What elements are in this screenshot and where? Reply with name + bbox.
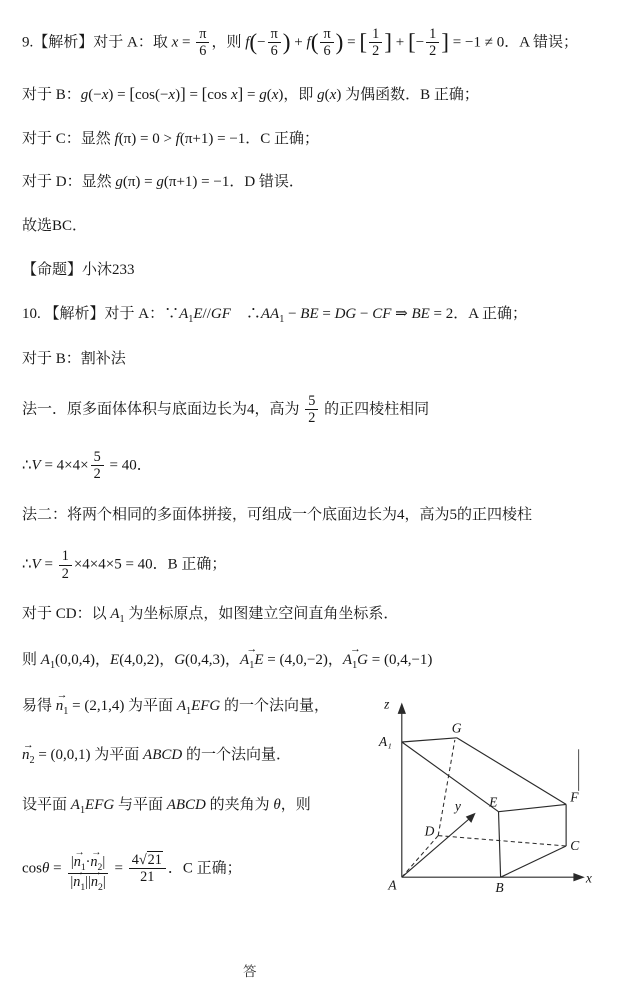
- solution-line-10-m1: 法一．原多面体体积与底面边长为4，高为 $\frac{5}{2}$ 的正四棱柱相同: [22, 393, 430, 427]
- solution-line-9-ans: 故选BC．: [22, 218, 88, 234]
- figure-3d-solid: [361, 690, 609, 898]
- solution-line-9-d: 对于 D：显然 g(π) = g(π+1) = −1．D 错误．: [22, 174, 304, 191]
- solution-line-10-n1: 易得 → $n_1 = (2,1,4)$ 为平面 $A_1EFG$ 的一个法向量，: [22, 696, 361, 720]
- vertex-label-g: G: [451, 720, 462, 736]
- page-footer-partial-char: 答: [243, 964, 257, 980]
- axis-label-z: z: [384, 696, 390, 712]
- vertex-label-d: D: [424, 823, 435, 839]
- solution-line-10-angle: 设平面 $A_1EFG$ 与平面 ABCD 的夹角为 θ，则: [22, 797, 311, 817]
- vertex-label-a: A: [388, 877, 397, 893]
- solution-line-10-cos: cosθ = $\frac{|\to n_1\cdot\to n_2|}{|\to n_1||\to n_2|}$ = $\frac{4√21}{21}$ ．C 正确；: [22, 845, 361, 893]
- solution-line-9-a: 9.【解析】对于 A：取 x = $\frac{\pi}{6}$ ，则 f(− $\frac{\pi}{6}$ ) + f( $\frac{\pi}{6}$ ) = [ $\frac{1}{2}$ ] + [− $\frac{1}{2}$ ] = −1 ≠ 0．A 错误；: [22, 26, 578, 60]
- solution-line-9-author: 【命题】小沐233: [22, 261, 135, 278]
- vertex-label-c: C: [570, 837, 580, 853]
- vertex-label-b: B: [495, 879, 504, 895]
- bottom-section: [22, 696, 613, 919]
- axis-arrowheads: [398, 702, 585, 881]
- solution-line-10-b: 对于 B：割补法: [22, 351, 126, 368]
- axis-label-x: x: [585, 869, 592, 885]
- vertex-label-a1: A₁: [378, 733, 392, 749]
- solution-text: [22, 26, 613, 674]
- solution-line-10-cd: 对于 CD：以 $A_1$ 为坐标原点，如图建立空间直角坐标系．: [22, 606, 399, 626]
- solution-line-10-n2: → $n_2 = (0,0,1)$ 为平面 ABCD 的一个法向量．: [22, 745, 361, 769]
- vertex-label-e: E: [489, 794, 498, 810]
- solution-line-10-v2: ∴V = $\frac{1}{2}$ ×4×4×5 = 40．B 正确；: [22, 548, 227, 582]
- figure-container: [361, 690, 613, 906]
- solution-line-10-coords: 则 $A_1(0,0,4)$，E(4,0,2)，G(0,4,3)，→ $A_1E = (4,0,-2)$，→ $A_1G = (0,4,-1)$: [22, 650, 613, 674]
- vertex-label-f: F: [570, 788, 579, 804]
- solution-line-9-c: 对于 C：显然 f(π) = 0 > f(π+1) = −1．C 正确；: [22, 130, 320, 147]
- normal-vector-text: [22, 696, 361, 919]
- solution-line-10-m2: 法二：将两个相同的多面体拼接，可组成一个底面边长为4，高为5的正四棱柱: [22, 506, 533, 523]
- solution-line-9-b: 对于 B：g(−x) = [cos(−x)] = [cos x] = g(x)，即 g(x) 为偶函数．B 正确；: [22, 83, 479, 103]
- solution-line-10-a: 10. 【解析】对于 A：$\because A_1E//GF$ $\therefore AA_1$ − BE = DG − CF ⇒ BE = 2．A 正确；: [22, 305, 528, 325]
- solution-line-10-v1: ∴V = 4×4× $\frac{5}{2}$ = 40．: [22, 448, 152, 483]
- axis-label-y: y: [454, 798, 461, 814]
